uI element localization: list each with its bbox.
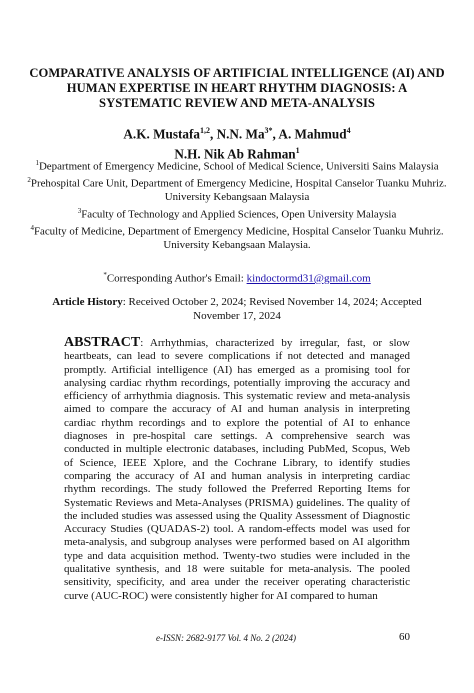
affiliation-mark: 1 bbox=[35, 159, 39, 167]
author-affiliation-mark: 1 bbox=[295, 145, 300, 155]
author-name: N.N. Ma bbox=[216, 126, 265, 142]
affiliation bbox=[22, 157, 452, 174]
corresponding-author bbox=[28, 268, 446, 286]
affiliation-text: Faculty of Technology and Applied Sciences, Open University Malaysia bbox=[81, 208, 397, 221]
abstract bbox=[64, 336, 410, 603]
affiliation-mark: 4 bbox=[30, 223, 34, 232]
page-number: 60 bbox=[399, 631, 410, 643]
affiliation-text: Faculty of Medicine, Department of Emergency Medicine, Hospital Canselor Tuanku Muhriz. University Kebangsaan Malaysia. bbox=[33, 225, 444, 251]
affiliation-text: Department of Emergency Medicine, School of Medical Science, Universiti Sains Malaysia bbox=[38, 160, 439, 173]
page-footer bbox=[120, 631, 410, 645]
author-affiliation-mark: 3* bbox=[264, 126, 273, 135]
abstract-text: : Arrhythmias, characterized by irregular, fast, or slow heartbeats, can lead to severe complications if not detected and managed promptly. Artificial intelligence (AI) has emerged as a promising tool for analysing cardiac rhythm recordings, potentially improving the accuracy and efficiency of arrhythmia diagnosis. This systematic review and meta-analysis aimed to compare the accuracy of AI and human analysis in interpreting cardiac rhythm recordings and to explore the potential of AI to enhance diagnoses in pre-hospital care settings. A comprehensive search was conducted in multiple electronic databases, including PubMed, Scopus, Web of Science, IEEE Xplore, and the Cochrane Library, to identify studies comparing the accuracy of AI and human analysis in interpreting cardiac rhythm recordings. The study followed the Preferred Reporting Items for Systematic Reviews and Meta-Analyses (PRISMA) guidelines. The quality of the included studies was assessed using the Quality Assessment of Diagnostic Accuracy Studies (QUADAS-2) tool. A random-effects model was used for meta-analysis, and subgroup analyses were performed based on AI algorithm type and data acquisition method. Twenty-two studies were included in the qualitative synthesis, and 18 were suitable for meta-analysis. The pooled sensitivity, specificity, and area under the receiver operating characteristic curve (AUC-ROC) were consistently higher for AI compared to human bbox=[64, 337, 410, 602]
paper-title: COMPARATIVE ANALYSIS OF ARTIFICIAL INTELLIGENCE (AI) AND HUMAN EXPERTISE IN HEART RHYTHM DIAGNOSIS: A SYSTEMATIC REVIEW AND META-ANALYSIS bbox=[29, 66, 445, 111]
affiliation-mark: 2 bbox=[27, 176, 31, 185]
affiliation bbox=[22, 174, 452, 205]
author-affiliation-mark: 4 bbox=[346, 126, 351, 135]
affiliation bbox=[22, 205, 452, 222]
corresponding-mark: * bbox=[103, 271, 107, 279]
corresponding-email-link[interactable]: kindoctormd31@gmail.com bbox=[246, 272, 371, 285]
affiliation-list bbox=[22, 157, 452, 253]
history-text: : Received October 2, 2024; Revised November 14, 2024; Accepted November 17, 2024 bbox=[122, 296, 422, 322]
author-list: A.K. Mustafa$^{1,2}$, N.N. $Ma^{3*}$, A. Mahmud$^4$ N.H. Nik Ab Rahman$^1$ bbox=[123, 126, 351, 162]
affiliation-mark: 3 bbox=[77, 206, 82, 215]
author-name: N.H. Nik Ab Rahman bbox=[174, 146, 296, 162]
affiliation bbox=[22, 222, 452, 253]
journal-issn: e-ISSN: 2682-9177 Vol. 4 No. 2 (2024) bbox=[156, 633, 296, 643]
affiliation-text: Prehospital Care Unit, Department of Emergency Medicine, Hospital Canselor Tuanku Muhriz. University Kebangsaan Malaysia bbox=[30, 177, 447, 204]
author-affiliation-mark: 1,2 bbox=[199, 126, 210, 135]
author-name: A.K. Mustafa bbox=[123, 126, 200, 142]
abstract-label: ABSTRACT bbox=[64, 335, 141, 350]
article-history bbox=[40, 295, 434, 323]
author-name: A. Mahmud bbox=[278, 126, 347, 142]
corresponding-label: Corresponding Author's Email: bbox=[106, 272, 244, 285]
history-label: Article History bbox=[52, 296, 123, 308]
